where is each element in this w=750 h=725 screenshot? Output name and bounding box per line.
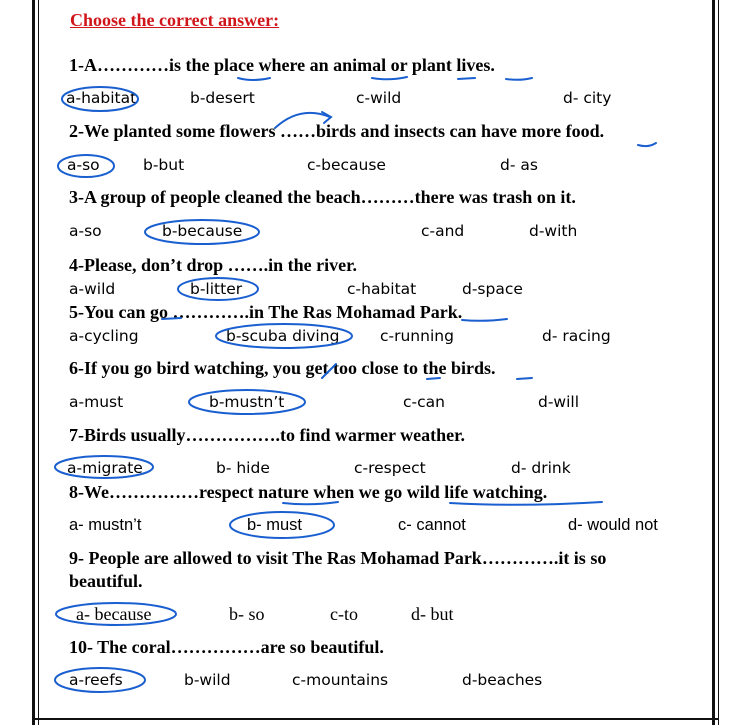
- question-2-option-c[interactable]: c-because: [307, 156, 386, 174]
- question-5-stem: 5-You can go ………….in The Ras Mohamad Park.: [69, 302, 463, 322]
- question-1-stem: 1-A…………is the place where an animal or plant lives.: [69, 55, 495, 75]
- question-10-option-a[interactable]: a-reefs: [69, 671, 123, 689]
- question-7-option-b[interactable]: b- hide: [216, 459, 270, 477]
- page-border-left-inner: [38, 0, 39, 725]
- underline-lives: [506, 78, 532, 80]
- question-9-stem-line-2: beautiful.: [69, 571, 143, 591]
- page-border-bottom: [32, 718, 719, 720]
- underline-animal: [372, 77, 407, 79]
- page-border-right-inner: [718, 0, 719, 725]
- question-7-option-a[interactable]: a-migrate: [67, 459, 143, 477]
- question-6-stem: 6-If you go bird watching, you get too close to the birds.: [69, 358, 496, 378]
- question-4-option-c[interactable]: c-habitat: [347, 280, 417, 298]
- question-10-option-c[interactable]: c-mountains: [292, 671, 389, 689]
- question-5-option-c[interactable]: c-running: [380, 327, 454, 345]
- question-8-option-b[interactable]: b- must: [247, 516, 303, 534]
- question-7-option-d[interactable]: d- drink: [511, 459, 571, 477]
- question-9-stem-line-1: 9- People are allowed to visit The Ras Mohamad Park………….it is so: [69, 548, 607, 568]
- question-7-option-c[interactable]: c-respect: [354, 459, 426, 477]
- question-8-option-d[interactable]: d- would not: [568, 516, 658, 534]
- question-9-option-a[interactable]: a- because: [76, 604, 152, 624]
- question-6-option-b[interactable]: b-mustn’t: [209, 393, 285, 411]
- question-9-option-d[interactable]: d- but: [411, 604, 454, 624]
- question-1-option-a[interactable]: a-habitat: [66, 89, 137, 107]
- question-5-option-a[interactable]: a-cycling: [69, 327, 139, 345]
- underline-birds: [517, 378, 532, 379]
- question-7-stem: 7-Birds usually…………….to find warmer weather.: [69, 425, 465, 445]
- question-3-option-a[interactable]: a-so: [69, 222, 102, 240]
- question-3-option-d[interactable]: d-with: [529, 222, 578, 240]
- question-3-option-c[interactable]: c-and: [421, 222, 465, 240]
- question-4-option-d[interactable]: d-space: [462, 280, 523, 298]
- question-6-option-d[interactable]: d-will: [538, 393, 580, 411]
- worksheet-heading: Choose the correct answer:: [70, 10, 280, 30]
- question-5-option-b[interactable]: b-scuba diving: [226, 327, 340, 345]
- underline-plant: [458, 78, 475, 79]
- page-border-right: [712, 0, 715, 725]
- question-8-option-c[interactable]: c- cannot: [398, 516, 466, 534]
- question-2-option-b[interactable]: b-but: [143, 156, 185, 174]
- question-3-option-b[interactable]: b-because: [162, 222, 243, 240]
- question-8-option-a[interactable]: a- mustn’t: [69, 516, 142, 534]
- page-border-left: [32, 0, 35, 725]
- question-1-option-d[interactable]: d- city: [563, 89, 612, 107]
- question-4-option-b[interactable]: b-litter: [190, 280, 243, 298]
- question-6-option-a[interactable]: a-must: [69, 393, 124, 411]
- question-10-option-d[interactable]: d-beaches: [462, 671, 543, 689]
- question-10-option-b[interactable]: b-wild: [184, 671, 231, 689]
- question-2-option-d[interactable]: d- as: [500, 156, 538, 174]
- question-9-option-b[interactable]: b- so: [229, 604, 265, 624]
- question-10-stem: 10- The coral……………are so beautiful.: [69, 637, 384, 657]
- question-5-option-d[interactable]: d- racing: [542, 327, 611, 345]
- question-9-option-c[interactable]: c-to: [330, 604, 358, 624]
- question-8-stem: 8-We……………respect nature when we go wild life watching.: [69, 482, 548, 502]
- question-4-option-a[interactable]: a-wild: [69, 280, 116, 298]
- question-4-stem: 4-Please, don’t drop …….in the river.: [69, 255, 357, 275]
- question-2-stem: 2-We planted some flowers ……birds and insects can have more food.: [69, 121, 605, 141]
- underline-food: [638, 143, 656, 146]
- question-6-option-c[interactable]: c-can: [403, 393, 445, 411]
- underline-place: [238, 78, 270, 80]
- question-2-option-a[interactable]: a-so: [67, 156, 100, 174]
- question-3-stem: 3-A group of people cleaned the beach………there was trash on it.: [69, 187, 576, 207]
- underline-park: [462, 319, 507, 321]
- question-1-option-c[interactable]: c-wild: [356, 89, 402, 107]
- question-1-option-b[interactable]: b-desert: [190, 89, 255, 107]
